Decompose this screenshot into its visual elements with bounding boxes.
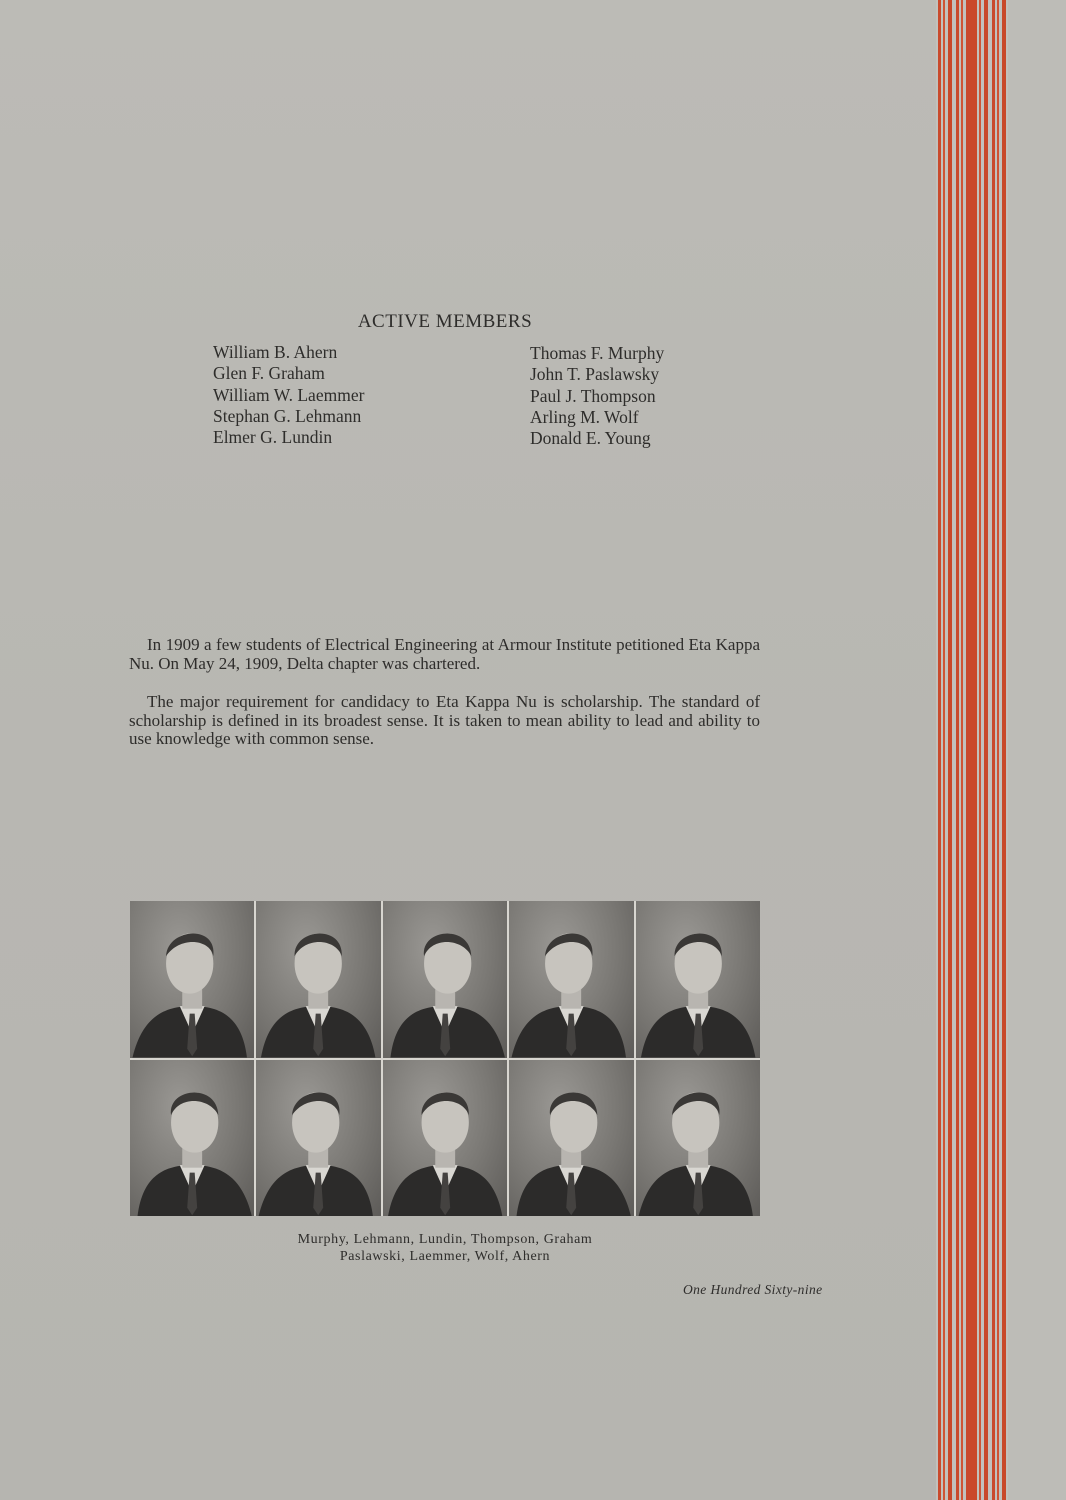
portrait-figure (383, 1060, 507, 1217)
requirements-paragraph: The major requirement for candidacy to Eta Kappa Nu is scholarship. The standard of scholarship is defined in its broadest sense. It is taken to mean ability to lead and ability to use knowledge with common sense. (129, 692, 760, 748)
portrait-figure (509, 1060, 633, 1217)
portrait-photo (256, 901, 380, 1058)
member-portraits-grid (130, 901, 760, 1216)
stripe-core (966, 0, 977, 1500)
portrait-figure (383, 901, 507, 1058)
caption-line-bottom-row: Paslawski, Laemmer, Wolf, Ahern (339, 1248, 551, 1264)
photo-caption (200, 1232, 690, 1265)
member-name: Elmer G. Lundin (213, 427, 333, 448)
member-name: Donald E. Young (530, 428, 651, 449)
member-name: Thomas F. Murphy (530, 343, 665, 363)
member-name: Arling M. Wolf (530, 406, 639, 427)
portrait-figure (256, 1060, 380, 1217)
portrait-figure (636, 901, 760, 1058)
portrait-photo (636, 901, 760, 1058)
caption-line-top-row: Murphy, Lehmann, Lundin, Thompson, Graham (297, 1232, 593, 1247)
portrait-photo (130, 901, 254, 1058)
portrait-figure (130, 901, 254, 1058)
portrait-photo (383, 1060, 507, 1217)
members-list-right (530, 343, 664, 449)
portrait-figure (256, 901, 380, 1058)
portrait-photo (130, 1060, 254, 1217)
active-members-heading: ACTIVE MEMBERS (357, 311, 533, 332)
portrait-photo (383, 901, 507, 1058)
right-margin (1008, 0, 1066, 1500)
portrait-photo (256, 1060, 380, 1217)
member-name: William B. Ahern (213, 342, 338, 362)
portrait-figure (130, 1060, 254, 1217)
member-name: John T. Paslawsky (530, 364, 660, 385)
member-name: Stephan G. Lehmann (213, 405, 362, 426)
portrait-figure (509, 901, 633, 1058)
members-list-left (213, 342, 364, 448)
member-name: Paul J. Thompson (530, 385, 656, 406)
page-number: One Hundred Sixty-nine (683, 1282, 823, 1297)
portrait-photo (509, 1060, 633, 1217)
decorative-stripe-border (936, 0, 1008, 1500)
member-name: Glen F. Graham (213, 363, 325, 384)
portrait-photo (636, 1060, 760, 1217)
history-paragraph: In 1909 a few students of Electrical Engineering at Armour Institute petitioned Eta Kappa Nu. On May 24, 1909, Delta chapter was chartered. (129, 635, 760, 673)
portrait-figure (636, 1060, 760, 1217)
portrait-photo (509, 901, 633, 1058)
member-name: William W. Laemmer (213, 384, 365, 405)
